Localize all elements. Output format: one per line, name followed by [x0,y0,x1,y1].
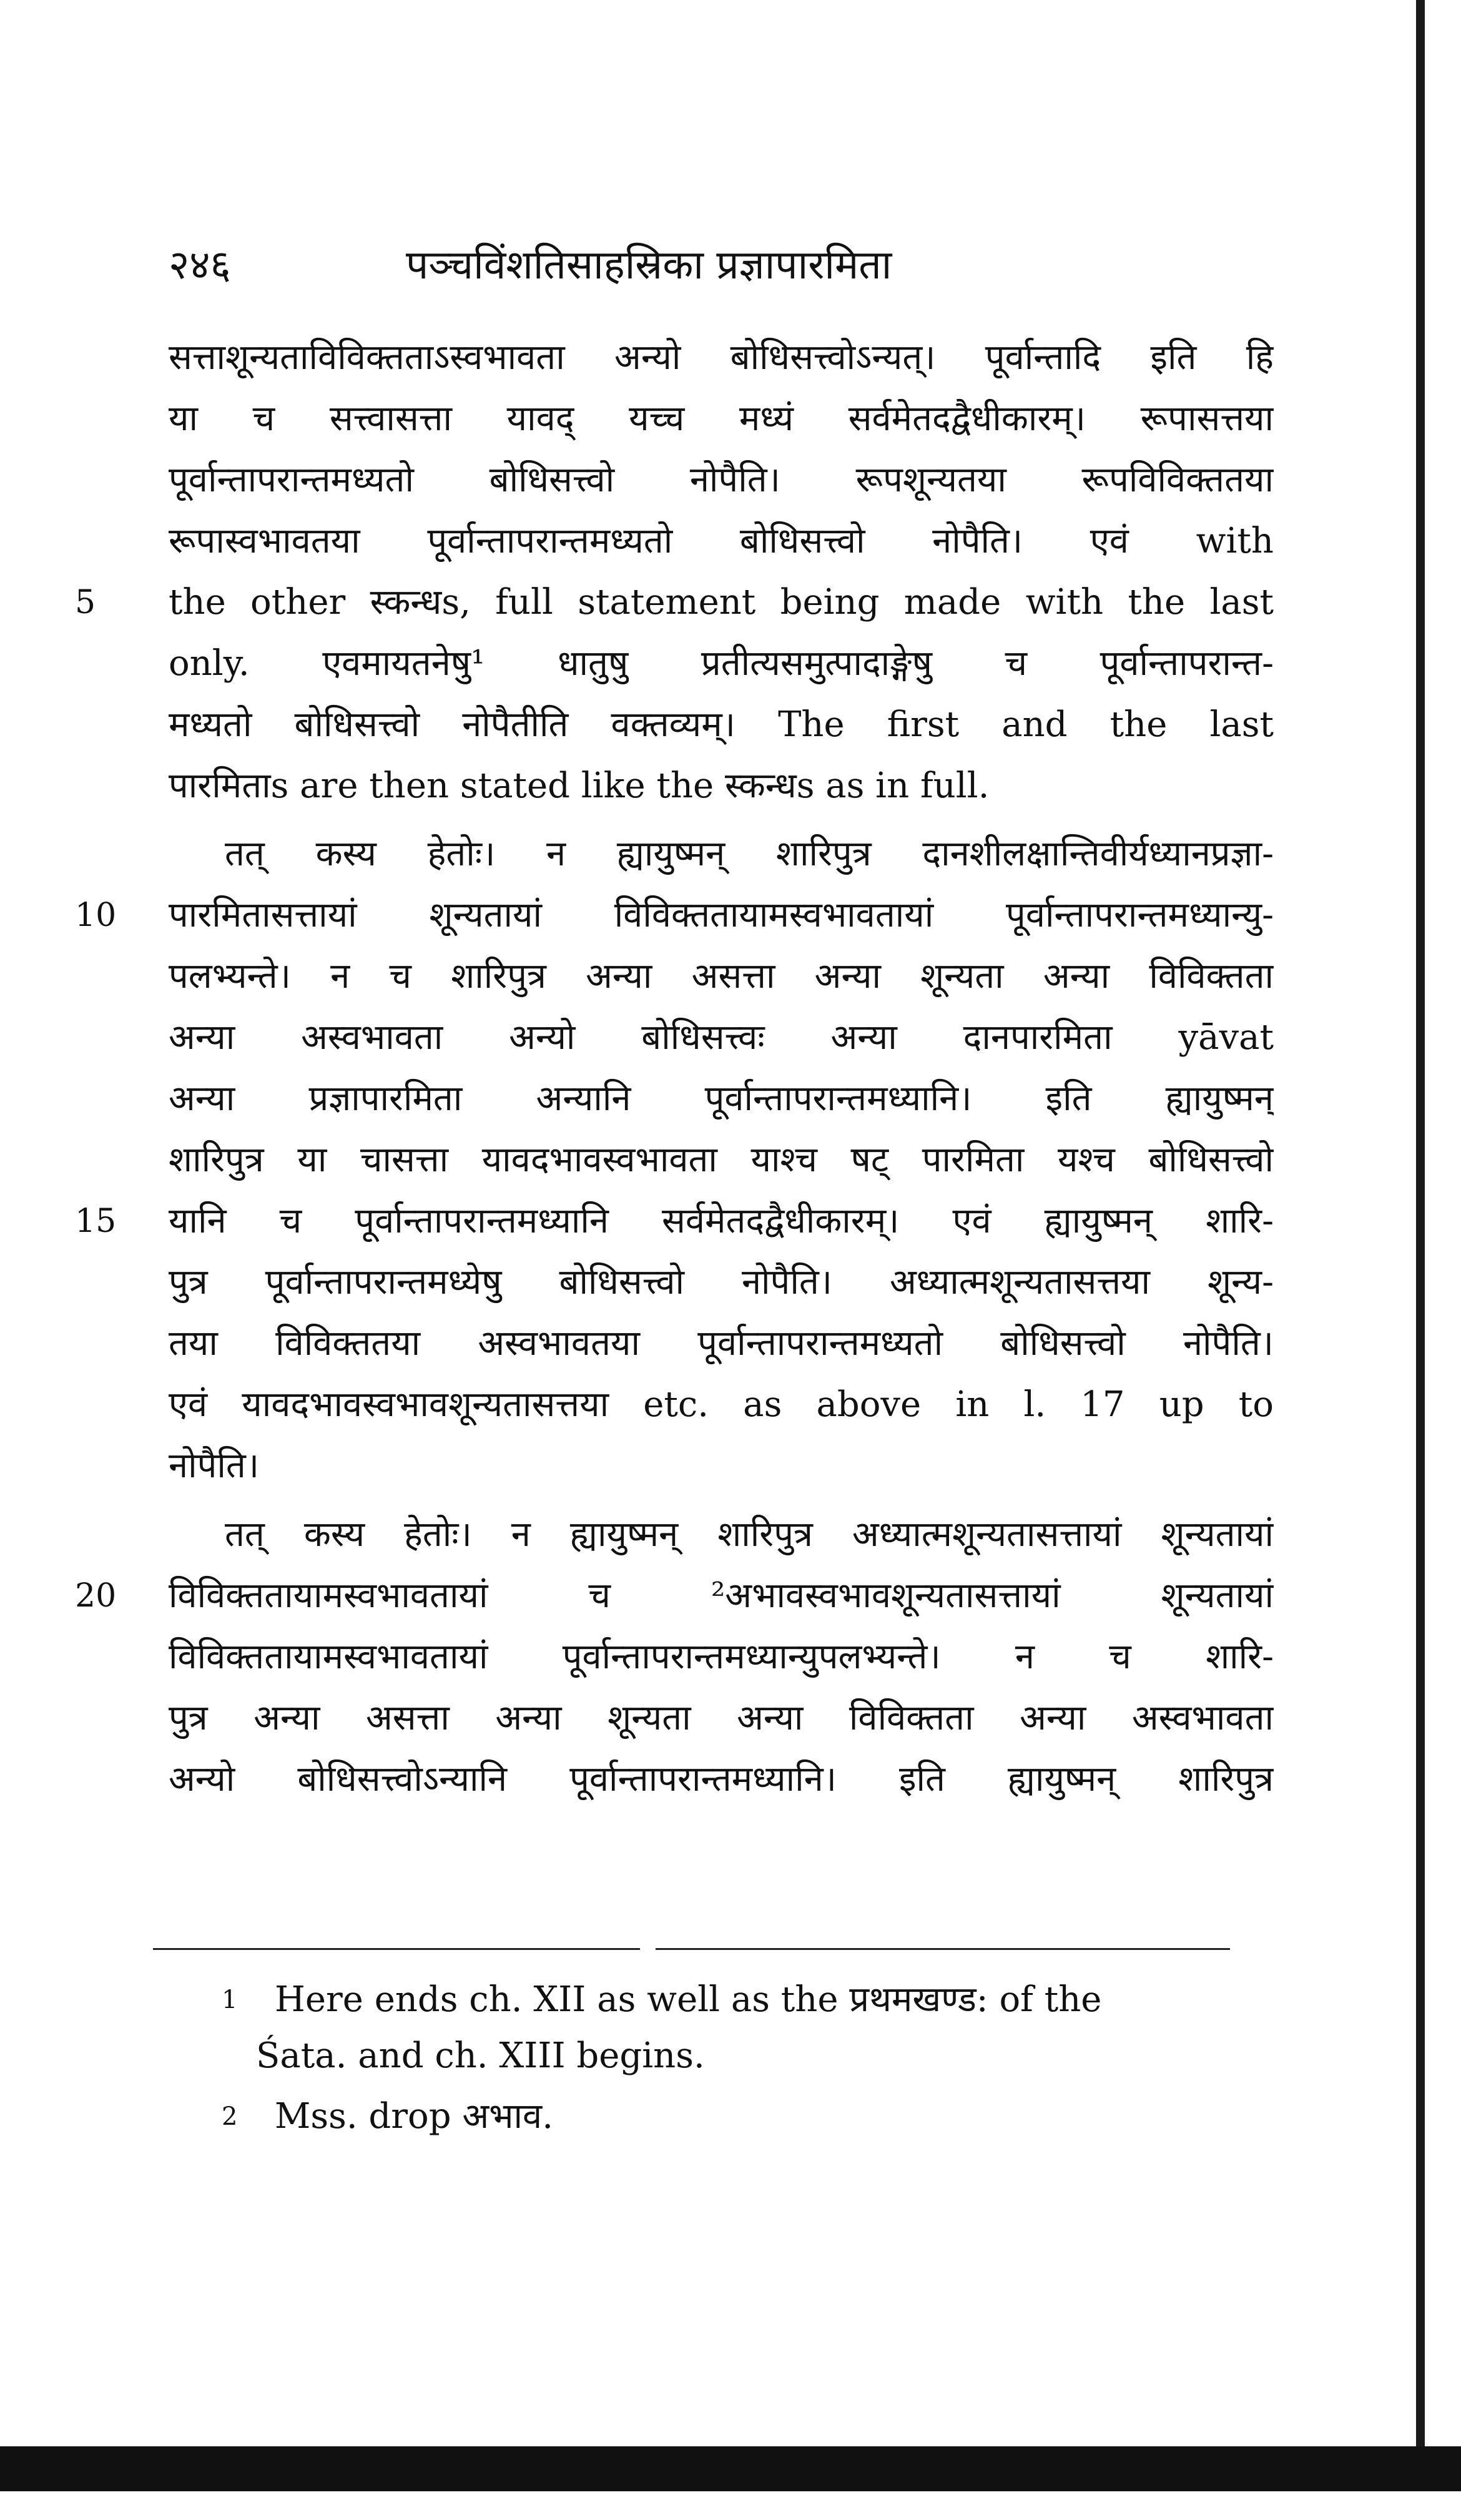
footnote-1-marker: 1 [222,1986,238,2014]
body-line-14: शारिपुत्र या चासत्ता यावदभावस्वभावता याश्च षट् पारमिता यश्च बोधिसत्त्वो [169,1139,1274,1180]
body-line-11: पलभ्यन्ते। न च शारिपुत्र अन्या असत्ता अन्या शून्यता अन्या विविक्तता [169,956,1274,997]
body-line-16: पुत्र पूर्वान्तापरान्तमध्येषु बोधिसत्त्वो नोपैति। अध्यात्मशून्यतासत्तया शून्य- [169,1262,1274,1302]
footnote-rule-left [153,1948,640,1950]
body-line-15: यानि च पूर्वान्तापरान्तमध्यानि सर्वमेतदद्वैधीकारम्। एवं ह्यायुष्मन् शारि- [169,1201,1274,1241]
footnote-1-line-1: Here ends ch. XII as well as the प्रथमखण्ड: of the [275,1979,1102,2020]
body-line-24: अन्यो बोधिसत्त्वोऽन्यानि पूर्वान्तापरान्तमध्यानि। इति ह्यायुष्मन् शारिपुत्र [169,1759,1274,1799]
footnote-2-line-1: Mss. drop अभाव. [275,2096,553,2137]
body-line-4: रूपास्वभावतया पूर्वान्तापरान्तमध्यतो बोधिसत्त्वो नोपैति। एवं with [169,521,1274,561]
line-number-20: 20 [75,1577,117,1615]
line-number-15: 15 [75,1203,117,1240]
body-line-1: सत्ताशून्यताविविक्तताऽस्वभावता अन्यो बोधिसत्त्वोऽन्यत्। पूर्वान्तादि इति हि [169,337,1274,378]
page-number: २४६ [169,242,231,288]
body-line-6: only. एवमायतनेषु¹ धातुषु प्रतीत्यसमुत्पादाङ्गेषु च पूर्वान्तापरान्त- [169,643,1274,684]
page-edge-shadow [1416,0,1425,2448]
body-line-18: एवं यावदभावस्वभावशून्यतासत्तया etc. as above in l. 17 up to [169,1384,1274,1425]
line-number-10: 10 [75,897,117,934]
body-line-5: the other स्कन्धs, full statement being made with the last [169,582,1274,623]
body-line-7: मध्यतो बोधिसत्त्वो नोपैतीति वक्तव्यम्। The first and the last [169,704,1274,745]
body-line-8: पारमिताs are then stated like the स्कन्धs as in full. [169,765,990,806]
body-line-3: पूर्वान्तापरान्तमध्यतो बोधिसत्त्वो नोपैति। रूपशून्यतया रूपविविक्ततया [169,460,1274,500]
footnote-1-line-2: Śata. and ch. XIII begins. [256,2035,705,2076]
body-line-20: तत् कस्य हेतोः। न ह्यायुष्मन् शारिपुत्र अध्यात्मशून्यतासत्तायां शून्यतायां [225,1514,1274,1555]
body-line-21: विविक्ततायामस्वभावतायां च ²अभावस्वभावशून्यतासत्तायां शून्यतायां [169,1575,1274,1616]
body-line-2: या च सत्त्वासत्ता यावद् यच्च मध्यं सर्वमेतदद्वैधीकारम्। रूपासत्तया [169,398,1274,439]
body-line-23: पुत्र अन्या असत्ता अन्या शून्यता अन्या विविक्तता अन्या अस्वभावता [169,1698,1274,1738]
body-line-17: तया विविक्ततया अस्वभावतया पूर्वान्तापरान्तमध्यतो बोधिसत्त्वो नोपैति। [169,1323,1274,1364]
body-line-9: तत् कस्य हेतोः। न ह्यायुष्मन् शारिपुत्र दानशीलक्षान्तिवीर्यध्यानप्रज्ञा- [225,834,1274,874]
body-line-13: अन्या प्रज्ञापारमिता अन्यानि पूर्वान्तापरान्तमध्यानि। इति ह्यायुष्मन् [169,1078,1274,1119]
scan-bottom-border [0,2446,1461,2491]
line-number-5: 5 [75,584,96,621]
body-line-19: नोपैति। [169,1445,260,1486]
page-header [169,234,1292,297]
body-line-12: अन्या अस्वभावता अन्यो बोधिसत्त्वः अन्या दानपारमिता yāvat [169,1017,1274,1058]
running-title: पञ्चविंशतिसाहस्रिका प्रज्ञापारमिता [406,242,892,288]
footnote-2-marker: 2 [222,2102,238,2131]
body-line-10: पारमितासत्तायां शून्यतायां विविक्ततायामस्वभावतायां पूर्वान्तापरान्तमध्यान्यु- [169,895,1274,935]
body-line-22: विविक्ततायामस्वभावतायां पूर्वान्तापरान्तमध्यान्युपलभ्यन्ते। न च शारि- [169,1637,1274,1677]
footnote-rule-right [656,1948,1230,1950]
